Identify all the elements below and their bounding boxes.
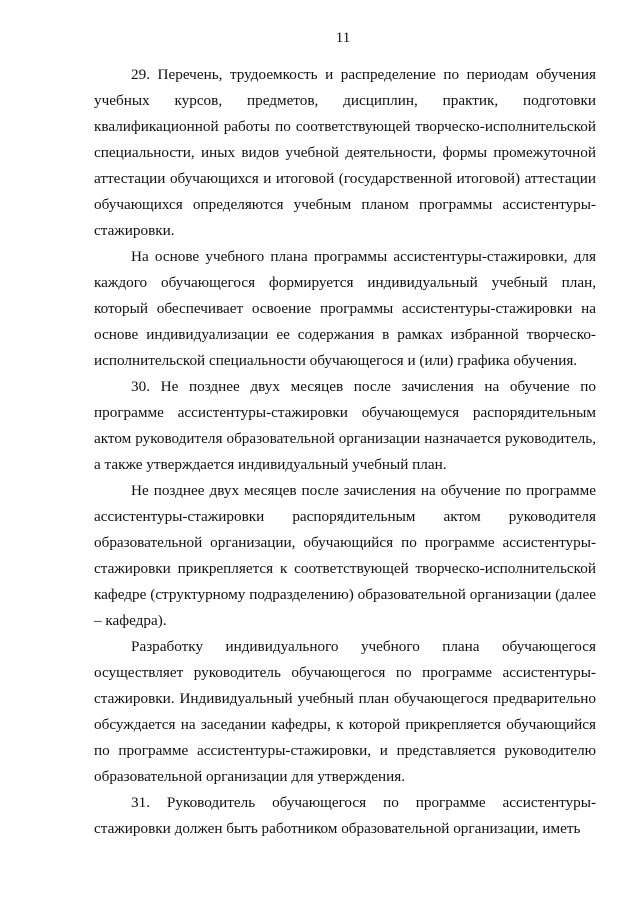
paragraph-plan-development: Разработку индивидуального учебного плана обучающегося осуществляет руководитель обучающегося по программе ассистентуры-стажировки. Индивидуальный учебный план обучающегося предварительно обсуждается на заседании кафедры, к которой прикрепляется обучающийся по программе ассистентуры-стажировки, и представляется руководителю образовательной организации для утверждения. xyxy=(94,638,596,785)
document-body xyxy=(94,62,596,842)
page-number: 11 xyxy=(335,30,351,46)
paragraph-29: 29. Перечень, трудоемкость и распределение по периодам обучения учебных курсов, предметов, дисциплин, практик, подготовки квалификационной работы по соответствующей творческо-исполнительской специальности, иных видов учебной деятельности, формы промежуточной аттестации обучающихся и итоговой (государственной итоговой) аттестации обучающихся определяются учебным планом программы ассистентуры-стажировки. xyxy=(94,66,596,239)
paragraph-31: 31. Руководитель обучающегося по программе ассистентуры-стажировки должен быть работником образовательной организации, иметь xyxy=(94,794,596,837)
paragraph-30: 30. Не позднее двух месяцев после зачисления на обучение по программе ассистентуры-стажировки обучающемуся распорядительным актом руководителя образовательной организации назначается руководитель, а также утверждается индивидуальный учебный план. xyxy=(94,378,596,473)
paragraph-department-assignment: Не позднее двух месяцев после зачисления на обучение по программе ассистентуры-стажировки распорядительным актом руководителя образовательной организации, обучающийся по программе ассистентуры-стажировки прикрепляется к соответствующей творческо-исполнительской кафедре (структурному подразделению) образовательной организации (далее – кафедра). xyxy=(94,482,596,629)
paragraph-individual-plan: На основе учебного плана программы ассистентуры-стажировки, для каждого обучающегося формируется индивидуальный учебный план, который обеспечивает освоение программы ассистентуры-стажировки на основе индивидуализации ее содержания в рамках избранной творческо-исполнительской специальности обучающегося и (или) графика обучения. xyxy=(94,248,596,369)
